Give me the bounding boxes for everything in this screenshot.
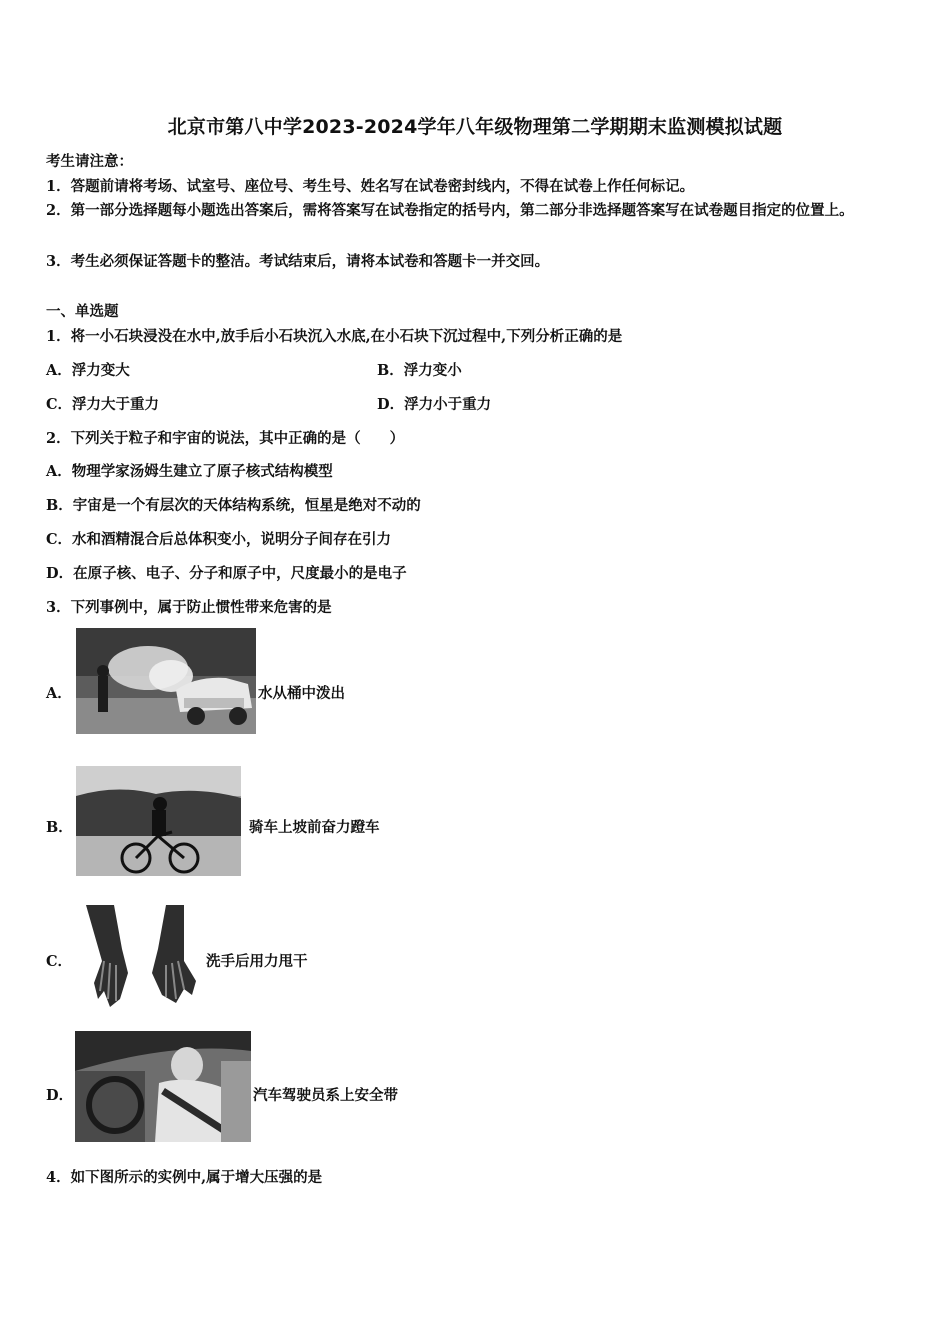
q2-option-d: D．在原子核、电子、分子和原子中，尺度最小的是电子	[46, 565, 407, 582]
q3-option-a-text: 水从桶中泼出	[258, 685, 345, 702]
q1-option-d: D．浮力小于重力	[377, 396, 492, 413]
q1-option-c: C．浮力大于重力	[46, 396, 160, 413]
q3-stem: 3．下列事例中，属于防止惯性带来危害的是	[46, 599, 332, 616]
exam-title: 北京市第八中学2023-2024学年八年级物理第二学期期末监测模拟试题	[167, 116, 783, 138]
q3-option-d-photo	[75, 1031, 251, 1142]
q3-option-b-photo	[76, 766, 241, 876]
notice-item-1: 1．答题前请将考场、试室号、座位号、考生号、姓名写在试卷密封线内，不得在试卷上作任何标记。	[46, 178, 695, 195]
q3-option-a-photo	[76, 628, 256, 734]
q3-option-c-label: C．	[46, 953, 73, 970]
q2-option-b: B．宇宙是一个有层次的天体结构系统，恒星是绝对不动的	[46, 497, 421, 514]
notice-item-2: 2．第一部分选择题每小题选出答案后，需将答案写在试卷指定的括号内，第二部分非选择题答案写在试卷题目指定的位置上。	[46, 202, 854, 219]
q1-option-b: B．浮力变小	[377, 362, 462, 379]
q3-option-a-label: A．	[46, 685, 72, 702]
q3-option-d-text: 汽车驾驶员系上安全带	[253, 1087, 398, 1104]
section-heading: 一、单选题	[46, 303, 119, 320]
q2-option-c: C．水和酒精混合后总体积变小，说明分子间存在引力	[46, 531, 392, 548]
q2-option-a: A．物理学家汤姆生建立了原子核式结构模型	[46, 463, 333, 480]
q4-stem: 4．如下图所示的实例中,属于增大压强的是	[46, 1169, 323, 1186]
notice-item-3: 3．考生必须保证答题卡的整洁。考试结束后，请将本试卷和答题卡一并交回。	[46, 253, 550, 270]
notice-heading: 考生请注意：	[46, 153, 133, 170]
q2-stem: 2．下列关于粒子和宇宙的说法，其中正确的是（ ）	[46, 430, 405, 447]
q3-option-c-text: 洗手后用力甩干	[206, 953, 308, 970]
q3-option-c-photo	[80, 903, 204, 1011]
q3-option-d-label: D．	[46, 1087, 74, 1104]
q3-option-b-text: 骑车上坡前奋力蹬车	[249, 819, 380, 836]
q3-option-b-label: B．	[46, 819, 73, 836]
q1-stem: 1．将一小石块浸没在水中,放手后小石块沉入水底,在小石块下沉过程中,下列分析正确的是	[46, 328, 623, 345]
q1-option-a: A．浮力变大	[46, 362, 130, 379]
